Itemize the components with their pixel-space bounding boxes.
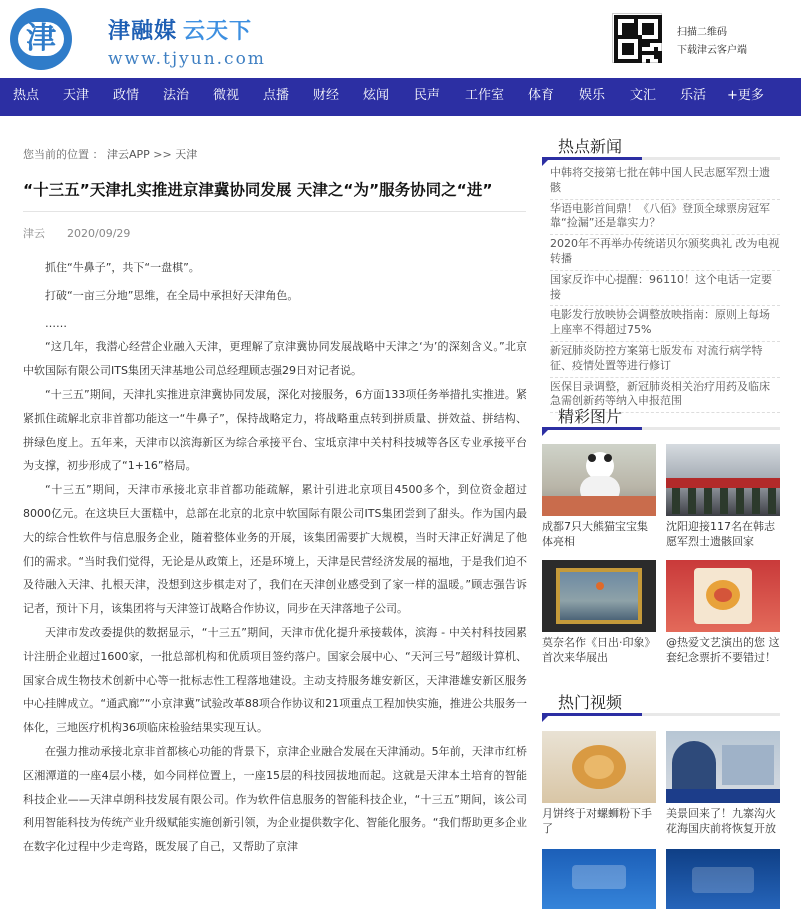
videos-header	[542, 688, 780, 716]
pictures-header	[542, 402, 780, 430]
qr-module	[658, 59, 662, 63]
hot-news-item[interactable]: 电影发行放映协会调整放映指南：原则上每场上座率不得超过75%	[550, 308, 780, 342]
hot-news-item[interactable]: 新冠肺炎防控方案第七版发布 对流行病学特征、疫情处置等进行修订	[550, 344, 780, 378]
article-paragraph: “这几年，我潜心经营企业融入天津，更理解了京津冀协同发展战略中天津之‘为’的深刻含义。”北京中软国际有限公司ITS集团天津基地公司总经理顾志强29日对记者说。	[23, 340, 527, 378]
hot-news-item[interactable]: 华语电影首间鼎！《八佰》登顶全球票房冠军 靠“捡漏”还是靠实力？	[550, 202, 780, 236]
tjyun-logo[interactable]	[10, 8, 72, 70]
article-paragraph: 天津市发改委提供的数据显示，“十三五”期间，天津市优化提升承接载体，滨海 - 中关村科技园累计注册企业超过1600家，一批总部机构和优质项目签约落户。国家会展中心、“天河三号”超级计算机、国家合成生物技术创新中心等一批标志性工程落地建设。主动支持服务雄安新区，天津港雄安新区服务中心挂牌成立。“通武廊”“小京津冀”试验改革88项合作协议和21项重点工程加快实施，推进公共服务一体化，三地医疗机构36项临床检验结果实现互认。	[23, 625, 527, 735]
nav-item-vod[interactable]: 点播	[263, 88, 290, 103]
news-video-thumb	[542, 849, 656, 909]
qr-module	[646, 43, 650, 47]
section-marker	[542, 430, 548, 436]
logo-glyph: 津	[26, 21, 56, 56]
video-card[interactable]	[666, 731, 780, 836]
breadcrumb-link-app[interactable]: 津云APP	[107, 148, 150, 161]
nav-item-minsheng[interactable]: 民声	[414, 88, 441, 103]
video-caption: 美景回来了！九寨沟火花海国庆前将恢复开放	[666, 807, 776, 835]
nav-item-xuanwen[interactable]: 炫闻	[363, 88, 390, 103]
hot-news-item[interactable]: 医保目录调整，新冠肺炎相关治疗用药及临床急需创新药等纳入申报范围	[550, 380, 780, 414]
breadcrumb-prefix: 您当前的位置 ：	[23, 148, 104, 161]
picture-card[interactable]	[666, 560, 780, 665]
brand-url: www.tjyun.com	[108, 49, 266, 69]
brand-slogan: 云天下	[183, 18, 253, 44]
picture-card[interactable]	[542, 444, 656, 549]
nav-item-entertainment[interactable]: 娱乐	[579, 88, 606, 103]
qr-finder	[642, 23, 654, 35]
title-divider	[23, 211, 526, 212]
news-video-thumb	[666, 849, 780, 909]
hot-news-list	[550, 166, 780, 415]
nav-item-politics[interactable]: 政情	[113, 88, 140, 103]
video-card[interactable]	[542, 731, 656, 836]
nav-item-finance[interactable]: 财经	[313, 88, 340, 103]
article-paragraph: “十三五”期间，天津扎实推进京津冀协同发展，深化对接服务，6方面133项任务举措扎实推进。紧紧抓住疏解北京非首都功能这一“牛鼻子”，保持战略定力，将战略重点转到拼质量、拼效益、拼结构、拼绿色度上。五年来，天津市以滨海新区为综合承接平台、宝坻京津中关村科技城等各区专业承接平台为支撑，初步形成了“1+16”格局。	[23, 387, 527, 473]
hot-news-header	[542, 132, 780, 160]
main-nav	[0, 78, 801, 116]
section-underline-accent	[542, 427, 642, 430]
nav-item-more[interactable]: +更多	[727, 88, 764, 103]
nav-item-law[interactable]: 法治	[163, 88, 190, 103]
brand-name: 津融媒	[108, 18, 178, 44]
section-marker	[542, 716, 548, 722]
monet-painting-photo	[542, 560, 656, 632]
nav-item-lifestyle[interactable]: 乐活	[680, 88, 707, 103]
picture-caption: 莫奈名作《日出·印象》首次来华展出	[542, 636, 656, 664]
article-meta	[23, 225, 130, 241]
article-paragraph: 打破“一亩三分地”思维，在全局中承担好天津角色。	[45, 288, 299, 302]
nav-item-tianjin[interactable]: 天津	[63, 88, 90, 103]
site-header	[0, 0, 801, 78]
picture-card[interactable]	[666, 444, 780, 549]
hot-news-title: 热点新闻	[558, 137, 623, 156]
qr-caption-line1: 扫描二维码	[677, 27, 727, 38]
qr-code	[612, 13, 662, 63]
article-body	[23, 256, 527, 859]
nav-item-hot[interactable]: 热点	[13, 88, 40, 103]
section-underline-accent	[542, 713, 642, 716]
brand-name-line	[108, 14, 266, 45]
article-source: 津云	[23, 227, 45, 240]
qr-finder	[622, 23, 634, 35]
hot-news-item[interactable]: 国家反诈中心提醒：96110！这个电话一定要接	[550, 273, 780, 307]
nav-item-studio[interactable]: 工作室	[465, 88, 505, 103]
ticket-photo	[666, 560, 780, 632]
article-paragraph: ……	[45, 316, 67, 330]
breadcrumb-link-tianjin[interactable]: 天津	[175, 148, 198, 161]
qr-finder	[622, 43, 634, 55]
video-card[interactable]	[542, 849, 656, 909]
videos-title: 热门视频	[558, 693, 623, 712]
breadcrumb-separator: >>	[153, 148, 172, 161]
nav-item-microvideo[interactable]: 微视	[213, 88, 240, 103]
video-card[interactable]	[666, 849, 780, 909]
brand[interactable]	[108, 14, 266, 69]
section-marker	[542, 160, 548, 166]
article-paragraph: 在强力推动承接北京非首都核心功能的背景下，京津企业融合发展在天津涌动。5年前，天津市红桥区湘潭道的一座4层小楼，如今同样位置上，一座15层的科技园拔地而起。这就是天津本土培育的智能科技企业——天津卓朗科技发展有限公司。作为软件信息服务的智能科技企业，“十三五”期间，该公司利用智能科技为传统产业升级赋能实施创新引领，为企业提供数字化、智能化服务。“我们帮助更多企业在数字化过程中少走弯路，既发展了自己，又帮助了京津	[23, 744, 527, 854]
ceremony-photo	[666, 444, 780, 516]
section-underline-accent	[542, 157, 642, 160]
nav-item-culture[interactable]: 文汇	[630, 88, 657, 103]
breadcrumb	[23, 146, 197, 162]
mooncake-video-thumb	[542, 731, 656, 803]
article-paragraph: 抓住“牛鼻子”，共下“一盘棋”。	[45, 261, 200, 274]
article-paragraph: “十三五”期间，天津市承接北京非首都功能疏解，累计引进北京项目4500多个，到位资金超过8000亿元。在这块巨大蛋糕中，总部在北京的北京中软国际有限公司ITS集团尝到了甜头。作为国内最大的综合性软件与信息服务企业，随着整体业务的开展，该集团需要扩大规模，当时天津正好满足了他们的需求。“当时我们觉得，无论是从政策上，还是环境上，天津是民营经济发展的福地，于是我们迫不及待融入天津、扎根天津，没想到这步棋走对了，我们在天津创业感受到了家一样的温暖。”顾志强告诉记者，预计下月，该集团将与天津签订战略合作协议，同步在天津落地子公司。	[23, 483, 527, 616]
picture-card[interactable]	[542, 560, 656, 665]
nav-item-sports[interactable]: 体育	[528, 88, 555, 103]
hot-news-item[interactable]: 中韩将交接第七批在韩中国人民志愿军烈士遗骸	[550, 166, 780, 200]
panda-photo	[542, 444, 656, 516]
picture-caption: @热爱文艺演出的您 这套纪念票折不要错过！	[666, 636, 780, 664]
qr-caption-line2: 下载津云客户端	[677, 45, 747, 56]
video-caption: 月饼终于对螺蛳粉下手了	[542, 807, 652, 835]
pictures-title: 精彩图片	[558, 407, 623, 426]
hot-news-item[interactable]: 2020年不再举办传统诺贝尔颁奖典礼 改为电视转播	[550, 237, 780, 271]
qr-module	[646, 59, 650, 63]
article-title: “十三五”天津扎实推进京津冀协同发展 天津之“为”服务协同之“进”	[23, 181, 493, 199]
qr-caption	[677, 24, 747, 60]
picture-caption: 成都7只大熊猫宝宝集体亮相	[542, 520, 648, 548]
picture-caption: 沈阳迎接117名在韩志愿军烈士遗骸回家	[666, 520, 775, 548]
jiuzhaigou-video-thumb	[666, 731, 780, 803]
article-date: 2020/09/29	[67, 227, 131, 240]
